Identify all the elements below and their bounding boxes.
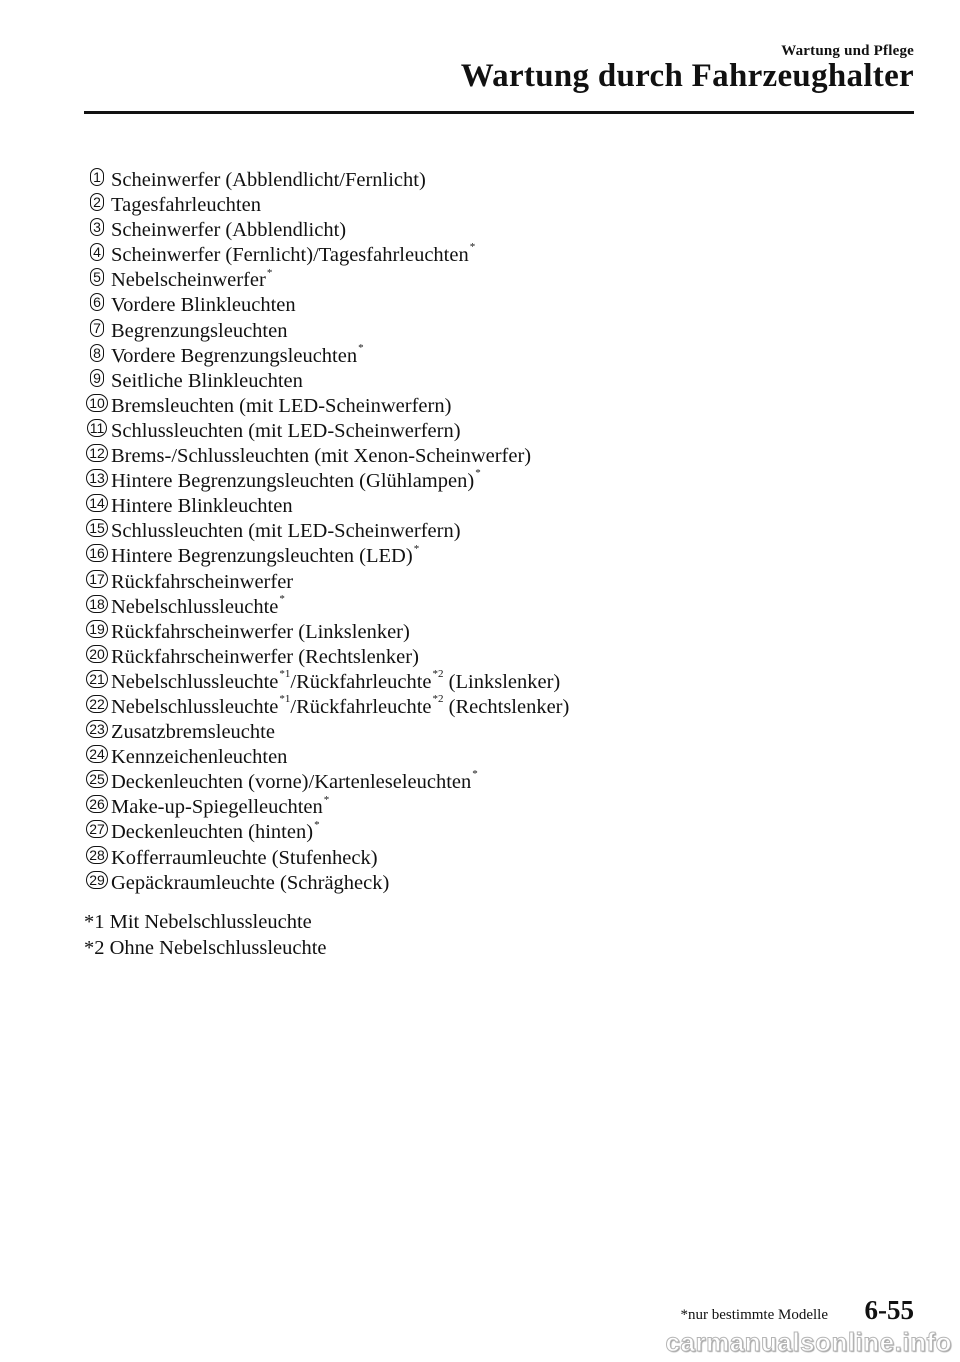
item-label bbox=[111, 369, 303, 394]
item-label bbox=[111, 444, 531, 469]
callout-number-icon bbox=[84, 544, 110, 566]
item-text: Nebelscheinwerfer bbox=[111, 269, 266, 292]
callout-number-icon bbox=[84, 670, 110, 692]
item-text: Rückfahrscheinwerfer (Rechtslenker) bbox=[111, 645, 419, 668]
list-item bbox=[84, 670, 569, 695]
callout-number: 28 bbox=[86, 846, 108, 864]
callout-number: 6 bbox=[90, 293, 104, 311]
list-item bbox=[84, 394, 569, 419]
item-text: Kennzeichenleuchten bbox=[111, 746, 288, 769]
page-title: Wartung durch Fahrzeughalter bbox=[460, 58, 914, 94]
callout-number: 23 bbox=[86, 720, 108, 738]
item-label bbox=[111, 394, 451, 419]
list-item bbox=[84, 720, 569, 745]
callout-number-icon bbox=[84, 795, 110, 817]
item-label bbox=[111, 620, 410, 645]
callout-number: 8 bbox=[90, 344, 104, 362]
callout-number: 4 bbox=[90, 243, 104, 261]
callout-number-icon bbox=[84, 570, 110, 592]
item-text: Bremsleuchten (mit LED-Scheinwerfern) bbox=[111, 394, 452, 417]
list-item bbox=[84, 592, 569, 620]
watermark: carmanualsonline.info bbox=[665, 1327, 952, 1357]
callout-number: 5 bbox=[90, 268, 104, 286]
callout-number: 1 bbox=[90, 168, 104, 186]
item-label bbox=[111, 268, 272, 293]
list-item bbox=[84, 544, 569, 569]
item-text: Rückfahrscheinwerfer (Linkslenker) bbox=[111, 620, 410, 643]
callout-number-icon bbox=[84, 645, 110, 667]
item-text: Nebelschlussleuchte bbox=[111, 695, 279, 718]
list-item bbox=[84, 820, 569, 845]
model-specific-marker: * bbox=[279, 592, 285, 605]
callout-number: 21 bbox=[86, 670, 108, 688]
item-label bbox=[111, 494, 293, 519]
item-label bbox=[111, 293, 296, 318]
callout-number: 26 bbox=[86, 795, 108, 813]
item-text: Deckenleuchten (hinten) bbox=[111, 821, 314, 844]
list-item bbox=[84, 770, 569, 795]
callout-number-icon bbox=[84, 369, 110, 391]
callout-number: 22 bbox=[86, 695, 108, 713]
callout-number: 12 bbox=[86, 444, 108, 462]
callout-number: 20 bbox=[86, 645, 108, 663]
callout-number-icon bbox=[84, 770, 110, 792]
footnote-1: *1 Mit Nebelschlussleuchte bbox=[84, 911, 312, 933]
item-text: Scheinwerfer (Abblendlicht/Fernlicht) bbox=[111, 169, 426, 191]
list-item bbox=[84, 193, 569, 218]
callout-number: 7 bbox=[90, 319, 104, 337]
footnotes bbox=[84, 909, 327, 961]
callout-number: 10 bbox=[86, 394, 108, 412]
item-text: Brems-/Schlussleuchten (mit Xenon-Scheinwerfer) bbox=[111, 445, 532, 468]
list-item bbox=[84, 444, 569, 469]
item-label bbox=[111, 243, 475, 268]
item-label bbox=[111, 469, 481, 494]
callout-number: 13 bbox=[86, 469, 108, 487]
item-text: Hintere Blinkleuchten bbox=[111, 495, 293, 518]
callout-number: 9 bbox=[90, 369, 104, 387]
callout-number-icon bbox=[84, 293, 110, 315]
item-text: Deckenleuchten (vorne)/Kartenleseleuchten bbox=[111, 771, 472, 794]
item-text: (Linkslenker) bbox=[443, 670, 561, 693]
callout-number-icon bbox=[84, 319, 110, 341]
item-text: Vordere Begrenzungsleuchten bbox=[111, 344, 358, 367]
callout-number-icon bbox=[84, 820, 110, 842]
item-text: /Rückfahrleuchte bbox=[290, 695, 432, 718]
callout-number: 17 bbox=[86, 570, 108, 588]
section-label: Wartung und Pflege bbox=[781, 43, 914, 59]
callout-number-icon bbox=[84, 419, 110, 441]
model-specific-marker: * bbox=[413, 542, 420, 555]
callout-number-icon bbox=[84, 720, 110, 742]
list-item bbox=[84, 494, 569, 519]
list-item bbox=[84, 369, 569, 394]
item-text: Tagesfahrleuchten bbox=[111, 194, 261, 217]
item-text: Seitliche Blinkleuchten bbox=[111, 369, 303, 392]
item-text: Kofferraumleuchte (Stufenheck) bbox=[111, 846, 378, 869]
list-item bbox=[84, 645, 569, 670]
list-item bbox=[84, 846, 569, 871]
header-rule bbox=[84, 111, 914, 114]
item-text: Gepäckraumleuchte (Schrägheck) bbox=[111, 871, 390, 894]
item-text: Nebelschlussleuchte bbox=[111, 595, 279, 618]
list-item bbox=[84, 620, 569, 645]
item-text: Rückfahrscheinwerfer bbox=[111, 570, 294, 593]
item-label bbox=[111, 670, 560, 695]
callout-number: 19 bbox=[86, 620, 108, 638]
item-label bbox=[111, 871, 389, 896]
callout-number: 18 bbox=[86, 595, 108, 613]
callout-number: 27 bbox=[86, 820, 108, 838]
model-specific-marker: * bbox=[475, 467, 481, 480]
item-text: Schlussleuchten (mit LED-Scheinwerfern) bbox=[111, 419, 461, 442]
item-label bbox=[111, 770, 478, 795]
item-text: (Rechtslenker) bbox=[443, 695, 570, 718]
item-text: Scheinwerfer (Fernlicht)/Tagesfahrleuchten bbox=[111, 244, 469, 267]
item-label bbox=[111, 544, 419, 569]
model-specific-marker: * bbox=[472, 768, 478, 781]
list-item bbox=[84, 871, 569, 896]
list-item bbox=[84, 519, 569, 544]
model-specific-marker: * bbox=[314, 818, 320, 831]
item-label bbox=[111, 745, 287, 770]
callout-number: 14 bbox=[86, 494, 108, 512]
item-label bbox=[111, 592, 285, 620]
list-item bbox=[84, 168, 569, 193]
callout-number-icon bbox=[84, 871, 110, 893]
item-text: Scheinwerfer (Abblendlicht) bbox=[111, 219, 347, 242]
footnote-2: *2 Ohne Nebelschlussleuchte bbox=[84, 937, 327, 959]
item-label bbox=[111, 319, 287, 344]
callout-number-icon bbox=[84, 344, 110, 366]
footnote-marker: *2 bbox=[432, 668, 444, 681]
item-text: Make-up-Spiegelleuchten bbox=[111, 796, 323, 819]
item-label bbox=[111, 570, 293, 595]
list-item bbox=[84, 341, 569, 369]
callout-number: 11 bbox=[87, 419, 108, 437]
model-specific-marker: * bbox=[469, 241, 476, 254]
callout-number-icon bbox=[84, 745, 110, 767]
item-text: /Rückfahrleuchte bbox=[290, 670, 432, 693]
list-item bbox=[84, 319, 569, 344]
item-label bbox=[111, 720, 275, 745]
list-item bbox=[84, 570, 569, 595]
callout-number-icon bbox=[84, 695, 110, 717]
model-specific-marker: * bbox=[323, 793, 330, 806]
item-label bbox=[111, 846, 378, 871]
callout-number-icon bbox=[84, 494, 110, 516]
item-label bbox=[111, 695, 569, 720]
item-label bbox=[111, 419, 461, 444]
callout-number-icon bbox=[84, 394, 110, 416]
item-label bbox=[111, 795, 329, 820]
item-label bbox=[111, 218, 346, 243]
list-item bbox=[84, 795, 569, 820]
item-label bbox=[111, 193, 261, 218]
list-item bbox=[84, 745, 569, 770]
list-item bbox=[84, 419, 569, 444]
callout-number: 25 bbox=[86, 770, 108, 788]
callout-number: 3 bbox=[90, 218, 104, 236]
callout-number-icon bbox=[84, 469, 110, 491]
list-item bbox=[84, 293, 569, 318]
callout-number: 24 bbox=[86, 745, 108, 763]
callout-number-icon bbox=[84, 519, 110, 541]
item-text: Hintere Begrenzungsleuchten (Glühlampen) bbox=[111, 470, 475, 493]
list-item bbox=[84, 218, 569, 243]
callout-number-icon bbox=[84, 243, 110, 265]
item-label bbox=[111, 519, 461, 544]
callout-number-icon bbox=[84, 193, 110, 215]
model-specific-marker: * bbox=[266, 266, 273, 279]
item-text: Hintere Begrenzungsleuchten (LED) bbox=[111, 545, 413, 568]
list-item bbox=[84, 469, 569, 494]
item-label bbox=[111, 341, 364, 369]
footnote-marker: *2 bbox=[432, 693, 444, 706]
item-label bbox=[111, 168, 426, 193]
callout-number: 2 bbox=[90, 193, 104, 211]
callout-number-icon bbox=[84, 218, 110, 240]
footnote-marker: *1 bbox=[279, 668, 291, 681]
callout-number-icon bbox=[84, 268, 110, 290]
footnote-marker: *1 bbox=[279, 693, 291, 706]
callout-number-icon bbox=[84, 620, 110, 642]
model-specific-marker: * bbox=[358, 341, 364, 354]
callout-number-icon bbox=[84, 846, 110, 868]
callout-number: 15 bbox=[86, 519, 108, 537]
item-text: Zusatzbremsleuchte bbox=[111, 721, 275, 744]
callout-number-icon bbox=[84, 595, 110, 617]
callout-number-icon bbox=[84, 444, 110, 466]
lamp-list bbox=[84, 168, 569, 896]
item-text: Vordere Blinkleuchten bbox=[111, 294, 296, 317]
footer-note: *nur bestimmte Modelle bbox=[680, 1307, 828, 1323]
callout-number: 29 bbox=[86, 871, 108, 889]
list-item bbox=[84, 268, 569, 293]
item-text: Begrenzungsleuchten bbox=[111, 319, 288, 342]
item-text: Schlussleuchten (mit LED-Scheinwerfern) bbox=[111, 520, 461, 543]
list-item bbox=[84, 243, 569, 268]
page-number: 6-55 bbox=[864, 1295, 914, 1325]
callout-number-icon bbox=[84, 168, 110, 190]
list-item bbox=[84, 695, 569, 720]
item-label bbox=[111, 645, 419, 670]
callout-number: 16 bbox=[86, 544, 108, 562]
item-label bbox=[111, 820, 320, 845]
item-text: Nebelschlussleuchte bbox=[111, 670, 279, 693]
